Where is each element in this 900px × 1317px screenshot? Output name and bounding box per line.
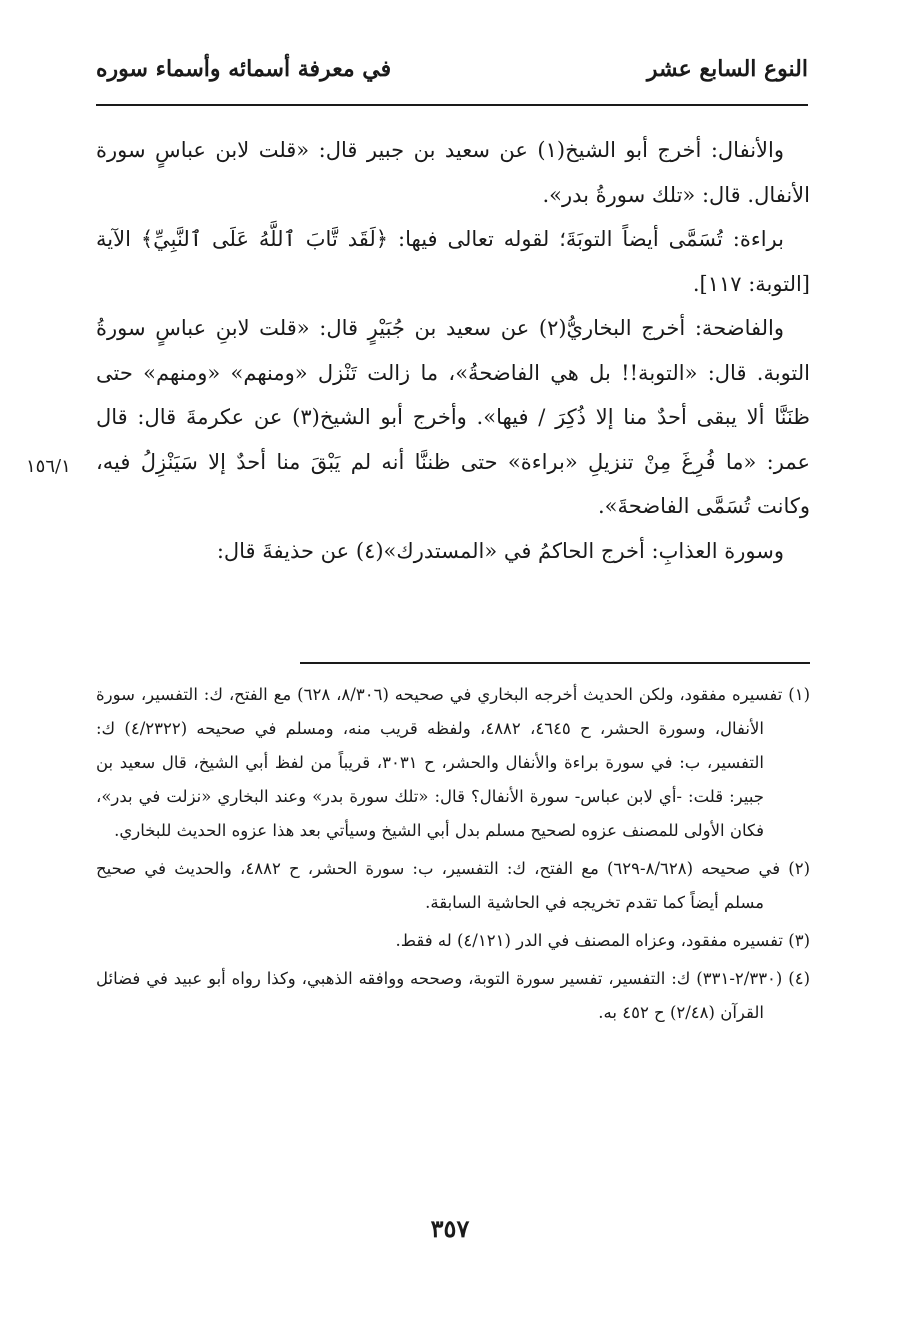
header-divider: [96, 104, 808, 106]
marginal-reference: ١٥٦/١: [26, 456, 71, 477]
main-text: [96, 128, 810, 573]
section-title: في معرفة أسمائه وأسماء سوره: [96, 56, 392, 82]
footnote-divider: [300, 662, 810, 664]
footnote-1: (١) تفسيره مفقود، ولكن الحديث أخرجه البخاري في صحيحه (٨/٣٠٦، ٦٢٨) مع الفتح، ك: التفسير، سورة الأنفال، وسورة الحشر، ح ٤٦٤٥، ٤٨٨٢، ولفظه قريب منه، ومسلم في صحيحه (٤/٢٣٢٢) ك: التفسير، ب: في سورة براءة والأنفال والحشر، ح ٣٠٣١، قريباً من لفظ أبي الشيخ، قال سعيد بن جبير: قلت: -أي لابن عباس- سورة الأنفال؟ قال: «تلك سورة بدر» وعند البخاري «نزلت في بدر»، فكان الأولى للمصنف عزوه لصحيح مسلم بدل أبي الشيخ وسيأتي بعد هذا عزوه الحديث للبخاري.: [96, 685, 810, 840]
paragraph-fadihah: والفاضحة: أخرج البخاريُّ(٢) عن سعيد بن جُبَيْرٍ قال: «قلت لابنِ عباسٍ سورةُ التوبة. قال: «التوبة!! بل هي الفاضحةُ»، ما زالت تَنْزل «ومنهم» «ومنهم» حتى ظنَنَّا ألا يبقى أحدٌ منا إلا ذُكِرَ / فيها». وأخرج أبو الشيخ(٣) عن عكرمةَ قال: قال عمر: «ما فُرِغَ مِنْ تنزيلِ «براءة» حتى ظننَّا أنه لم يَبْقَ منا أحدٌ إلا سَيَنْزِلُ فيه، وكانت تُسَمَّى الفاضحةَ».: [96, 316, 810, 518]
footnote-2: (٢) في صحيحه (٨/٦٢٨-٦٢٩) مع الفتح، ك: التفسير، ب: سورة الحشر، ح ٤٨٨٢، والحديث في صحيح مسلم أيضاً كما تقدم تخريجه في الحاشية السابقة.: [96, 859, 810, 912]
paragraph-adhab: وسورة العذابِ: أخرج الحاكمُ في «المستدرك»(٤) عن حذيفةَ قال:: [216, 538, 784, 563]
paragraph-anfal: والأنفال: أخرج أبو الشيخ(١) عن سعيد بن جبير قال: «قلت لابن عباسٍ سورة الأنفال. قال: «تلك سورةُ بدر».: [96, 138, 810, 207]
page-number: ٣٥٧: [430, 1214, 470, 1243]
paragraph-baraah: براءة: تُسَمَّى أيضاً التوبَةَ؛ لقوله تعالى فيها: ﴿لَقَد تَّابَ ٱللَّهُ عَلَى ٱلنَّبِيِّ﴾ الآية [التوبة: ١١٧].: [96, 227, 810, 296]
footnote-3: (٣) تفسيره مفقود، وعزاه المصنف في الدر (٤/١٢١) له فقط.: [395, 931, 810, 950]
footnote-4: (٤) (٢/٣٣٠-٣٣١) ك: التفسير، تفسير سورة التوبة، وصححه ووافقه الذهبي، وكذا رواه أبو عبيد في فضائل القرآن (٢/٤٨) ح ٤٥٢ به.: [96, 969, 810, 1022]
footnotes: [96, 678, 810, 1034]
chapter-title: النوع السابع عشر: [646, 56, 808, 82]
